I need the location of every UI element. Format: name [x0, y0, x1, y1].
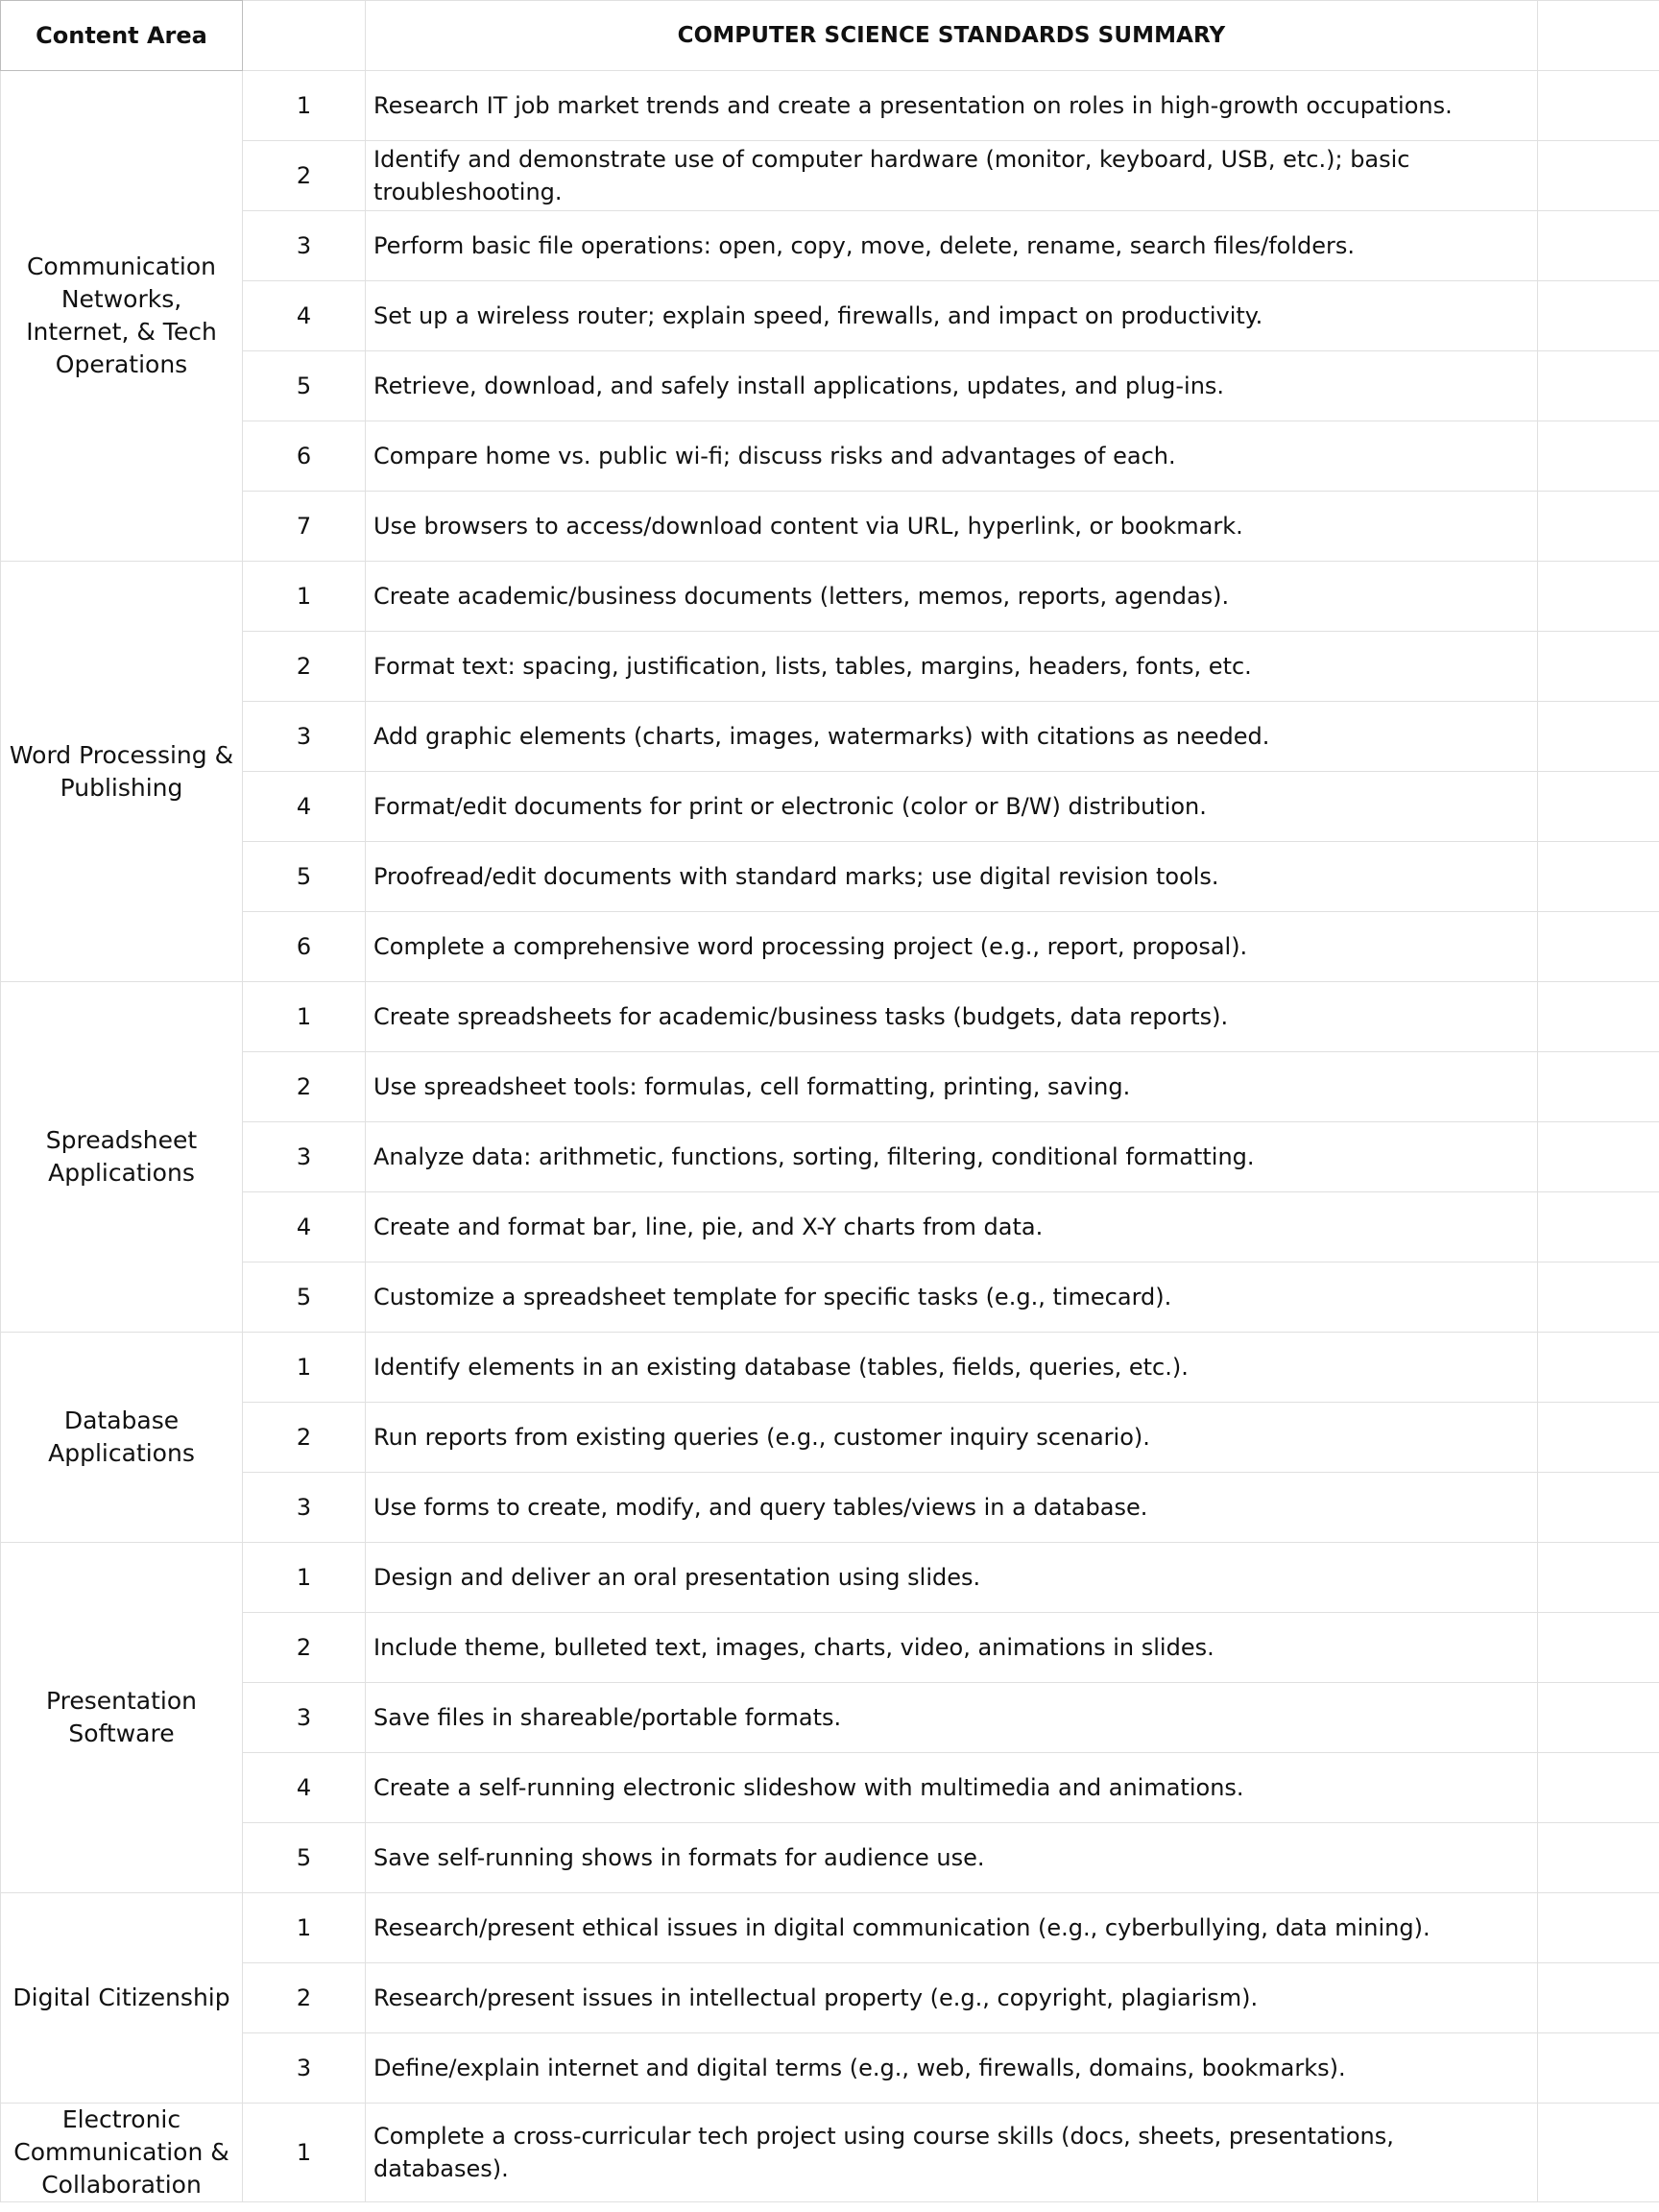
- standard-description: Research/present ethical issues in digital communication (e.g., cyberbullying, data mining).: [366, 1893, 1538, 1963]
- content-area-cell: Spreadsheet Applications: [1, 982, 243, 1333]
- extra-header: [1538, 1, 1659, 71]
- standard-number: 5: [243, 842, 366, 912]
- blank-cell: [1538, 982, 1659, 1052]
- table-row: [1, 562, 1659, 632]
- standard-description: Format text: spacing, justification, lists, tables, margins, headers, fonts, etc.: [366, 632, 1538, 702]
- standard-number: 1: [243, 2104, 366, 2202]
- standard-number: 3: [243, 702, 366, 772]
- standard-number: 3: [243, 1122, 366, 1192]
- blank-cell: [1538, 1823, 1659, 1893]
- standard-description: Save self-running shows in formats for audience use.: [366, 1823, 1538, 1893]
- standard-description: Set up a wireless router; explain speed, firewalls, and impact on productivity.: [366, 281, 1538, 351]
- standard-number: 2: [243, 141, 366, 211]
- table-row: [1, 632, 1659, 702]
- standard-number: 2: [243, 1052, 366, 1122]
- table-row: [1, 1262, 1659, 1333]
- table-row: [1, 351, 1659, 421]
- table-row: [1, 2033, 1659, 2104]
- blank-cell: [1538, 1753, 1659, 1823]
- standard-description: Add graphic elements (charts, images, watermarks) with citations as needed.: [366, 702, 1538, 772]
- table-row: [1, 1683, 1659, 1753]
- table-row: [1, 421, 1659, 492]
- standard-number: 1: [243, 71, 366, 141]
- table-row: [1, 1052, 1659, 1122]
- standard-number: 5: [243, 351, 366, 421]
- blank-cell: [1538, 562, 1659, 632]
- standard-number: 2: [243, 1963, 366, 2033]
- table-row: [1, 1823, 1659, 1893]
- blank-cell: [1538, 2104, 1659, 2202]
- blank-cell: [1538, 1333, 1659, 1403]
- standard-number: 4: [243, 772, 366, 842]
- standard-description: Create spreadsheets for academic/business tasks (budgets, data reports).: [366, 982, 1538, 1052]
- table-row: [1, 702, 1659, 772]
- standard-number: 2: [243, 1613, 366, 1683]
- standard-number: 5: [243, 1823, 366, 1893]
- standard-description: Define/explain internet and digital terms (e.g., web, firewalls, domains, bookmarks).: [366, 2033, 1538, 2104]
- standard-description: Create and format bar, line, pie, and X-Y charts from data.: [366, 1192, 1538, 1262]
- standard-number: 1: [243, 982, 366, 1052]
- table-row: [1, 772, 1659, 842]
- blank-cell: [1538, 1262, 1659, 1333]
- blank-cell: [1538, 1683, 1659, 1753]
- blank-cell: [1538, 492, 1659, 562]
- standard-number: 6: [243, 912, 366, 982]
- standard-number: 3: [243, 1683, 366, 1753]
- standard-description: Use browsers to access/download content via URL, hyperlink, or bookmark.: [366, 492, 1538, 562]
- content-area-cell: Presentation Software: [1, 1543, 243, 1893]
- table-row: [1, 141, 1659, 211]
- standards-table-body: [1, 1, 1659, 2202]
- table-row: [1, 912, 1659, 982]
- blank-cell: [1538, 1963, 1659, 2033]
- content-area-cell: Electronic Communication & Collaboration: [1, 2104, 243, 2202]
- standard-description: Design and deliver an oral presentation using slides.: [366, 1543, 1538, 1613]
- standard-description: Retrieve, download, and safely install applications, updates, and plug-ins.: [366, 351, 1538, 421]
- blank-cell: [1538, 1052, 1659, 1122]
- standard-description: Compare home vs. public wi-fi; discuss risks and advantages of each.: [366, 421, 1538, 492]
- blank-cell: [1538, 71, 1659, 141]
- table-row: [1, 982, 1659, 1052]
- standard-description: Identify and demonstrate use of computer hardware (monitor, keyboard, USB, etc.); basic troubleshooting.: [366, 141, 1538, 211]
- table-row: [1, 211, 1659, 281]
- number-header: [243, 1, 366, 71]
- standard-number: 1: [243, 1893, 366, 1963]
- standard-number: 6: [243, 421, 366, 492]
- blank-cell: [1538, 702, 1659, 772]
- standard-description: Run reports from existing queries (e.g., customer inquiry scenario).: [366, 1403, 1538, 1473]
- table-title: COMPUTER SCIENCE STANDARDS SUMMARY: [366, 1, 1538, 71]
- standard-number: 4: [243, 281, 366, 351]
- standard-description: Include theme, bulleted text, images, charts, video, animations in slides.: [366, 1613, 1538, 1683]
- standard-number: 3: [243, 1473, 366, 1543]
- table-row: [1, 842, 1659, 912]
- blank-cell: [1538, 1543, 1659, 1613]
- standard-number: 4: [243, 1192, 366, 1262]
- standard-description: Research IT job market trends and create a presentation on roles in high-growth occupations.: [366, 71, 1538, 141]
- blank-cell: [1538, 1403, 1659, 1473]
- standard-description: Identify elements in an existing database (tables, fields, queries, etc.).: [366, 1333, 1538, 1403]
- standard-description: Create academic/business documents (letters, memos, reports, agendas).: [366, 562, 1538, 632]
- blank-cell: [1538, 842, 1659, 912]
- standard-number: 1: [243, 1333, 366, 1403]
- table-row: [1, 1403, 1659, 1473]
- standard-description: Customize a spreadsheet template for specific tasks (e.g., timecard).: [366, 1262, 1538, 1333]
- standard-number: 3: [243, 211, 366, 281]
- blank-cell: [1538, 1893, 1659, 1963]
- standard-description: Format/edit documents for print or electronic (color or B/W) distribution.: [366, 772, 1538, 842]
- standard-description: Perform basic file operations: open, copy, move, delete, rename, search files/folders.: [366, 211, 1538, 281]
- table-row: [1, 281, 1659, 351]
- standard-number: 1: [243, 1543, 366, 1613]
- content-area-cell: Database Applications: [1, 1333, 243, 1543]
- standard-number: 1: [243, 562, 366, 632]
- header-row: [1, 1, 1659, 71]
- table-row: [1, 71, 1659, 141]
- standard-number: 4: [243, 1753, 366, 1823]
- standard-number: 7: [243, 492, 366, 562]
- blank-cell: [1538, 141, 1659, 211]
- standard-number: 2: [243, 1403, 366, 1473]
- blank-cell: [1538, 632, 1659, 702]
- content-area-header: Content Area: [1, 1, 243, 71]
- blank-cell: [1538, 281, 1659, 351]
- blank-cell: [1538, 772, 1659, 842]
- standard-description: Save files in shareable/portable formats.: [366, 1683, 1538, 1753]
- standard-number: 3: [243, 2033, 366, 2104]
- table-row: [1, 492, 1659, 562]
- standard-description: Research/present issues in intellectual property (e.g., copyright, plagiarism).: [366, 1963, 1538, 2033]
- table-row: [1, 1893, 1659, 1963]
- table-row: [1, 1333, 1659, 1403]
- content-area-cell: Communication Networks, Internet, & Tech Operations: [1, 71, 243, 562]
- blank-cell: [1538, 1473, 1659, 1543]
- table-row: [1, 1543, 1659, 1613]
- standard-description: Complete a comprehensive word processing project (e.g., report, proposal).: [366, 912, 1538, 982]
- blank-cell: [1538, 1122, 1659, 1192]
- standard-description: Create a self-running electronic slideshow with multimedia and animations.: [366, 1753, 1538, 1823]
- table-row: [1, 1613, 1659, 1683]
- table-row: [1, 1473, 1659, 1543]
- content-area-cell: Digital Citizenship: [1, 1893, 243, 2104]
- blank-cell: [1538, 1192, 1659, 1262]
- blank-cell: [1538, 211, 1659, 281]
- standard-description: Analyze data: arithmetic, functions, sorting, filtering, conditional formatting.: [366, 1122, 1538, 1192]
- standard-description: Use spreadsheet tools: formulas, cell formatting, printing, saving.: [366, 1052, 1538, 1122]
- blank-cell: [1538, 912, 1659, 982]
- table-row: [1, 1753, 1659, 1823]
- content-area-cell: Word Processing & Publishing: [1, 562, 243, 982]
- standard-description: Complete a cross-curricular tech project using course skills (docs, sheets, presentations, databases).: [366, 2104, 1538, 2202]
- table-row: [1, 2104, 1659, 2202]
- table-row: [1, 1122, 1659, 1192]
- table-row: [1, 1192, 1659, 1262]
- table-row: [1, 1963, 1659, 2033]
- standard-number: 5: [243, 1262, 366, 1333]
- blank-cell: [1538, 421, 1659, 492]
- standard-description: Proofread/edit documents with standard marks; use digital revision tools.: [366, 842, 1538, 912]
- standard-description: Use forms to create, modify, and query tables/views in a database.: [366, 1473, 1538, 1543]
- blank-cell: [1538, 2033, 1659, 2104]
- standard-number: 2: [243, 632, 366, 702]
- blank-cell: [1538, 1613, 1659, 1683]
- blank-cell: [1538, 351, 1659, 421]
